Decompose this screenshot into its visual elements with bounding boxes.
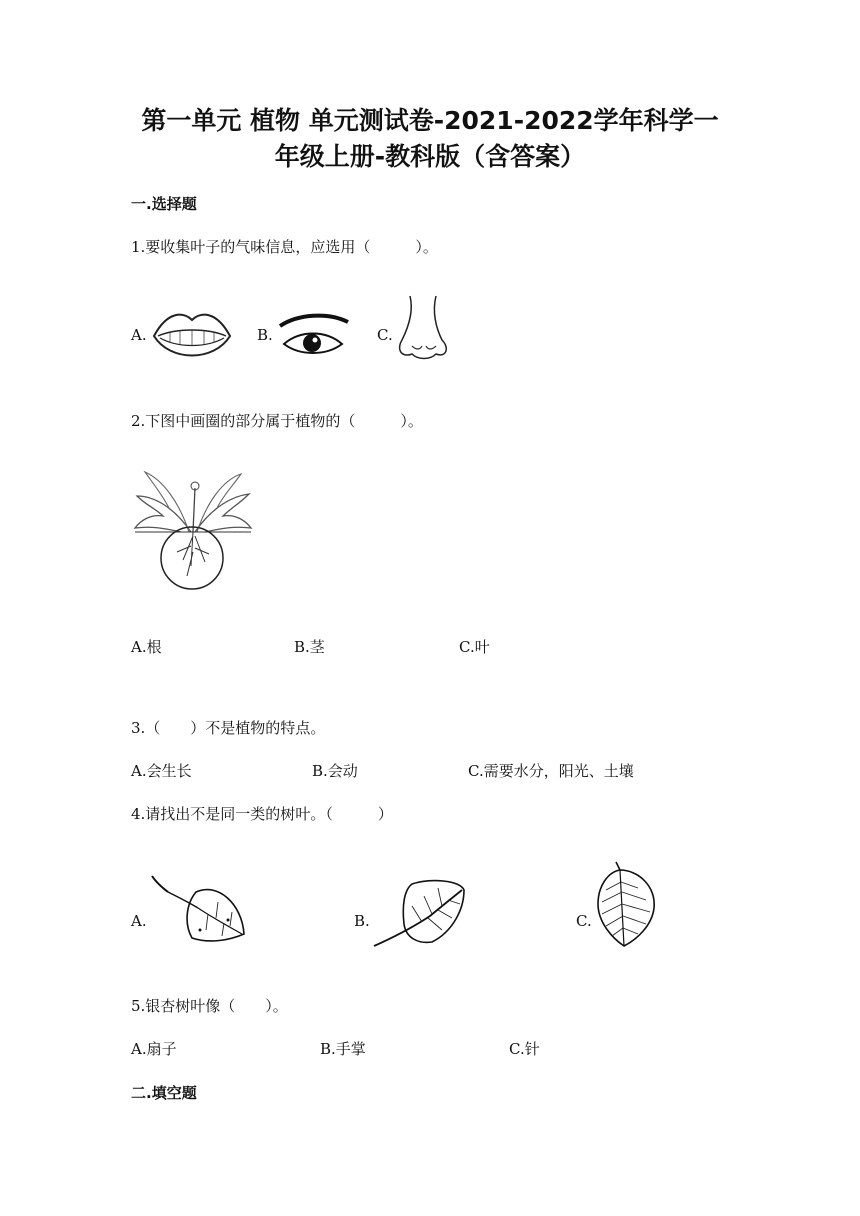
q4-option-c: C. [576,912,592,930]
eye-icon [278,312,350,360]
q2-option-c: C.叶 [459,638,490,656]
page-title-line2: 年级上册-教科版（含答案） [274,142,586,171]
q5-option-a: A.扇子 [131,1040,177,1058]
q5-option-b: B.手掌 [320,1040,366,1058]
q4-option-b: B. [354,912,370,930]
q2-option-b: B.茎 [294,638,325,656]
question-4-text: 4.请找出不是同一类的树叶。（ ） [131,805,393,823]
plant-root-circled [133,466,253,592]
section-heading-fill-blank: 二.填空题 [131,1084,197,1102]
q1-option-a: A. [131,326,147,344]
q1-option-b: B. [257,326,273,344]
question-1-text: 1.要收集叶子的气味信息，应选用（ ）。 [131,238,438,256]
q1-option-c: C. [377,326,393,344]
question-3-text: 3.（ ）不是植物的特点。 [131,719,326,737]
question-2-text: 2.下图中画圈的部分属于植物的（ ）。 [131,412,423,430]
nose-icon [396,294,450,360]
page-title-line1: 第一单元 植物 单元测试卷-2021-2022学年科学一 [141,106,719,135]
q3-option-b: B.会动 [312,762,358,780]
q3-option-a: A.会生长 [131,762,192,780]
section-heading-choice: 一.选择题 [131,195,197,213]
leaf-c-icon [594,860,660,948]
leaf-a-icon [150,874,248,946]
question-5-text: 5.银杏树叶像（ ）。 [131,997,288,1015]
q3-option-c: C.需要水分，阳光、土壤 [468,762,634,780]
leaf-b-icon [372,876,468,948]
q4-option-a: A. [131,912,147,930]
q5-option-c: C.针 [509,1040,540,1058]
mouth-icon [150,306,234,366]
q2-option-a: A.根 [131,638,162,656]
